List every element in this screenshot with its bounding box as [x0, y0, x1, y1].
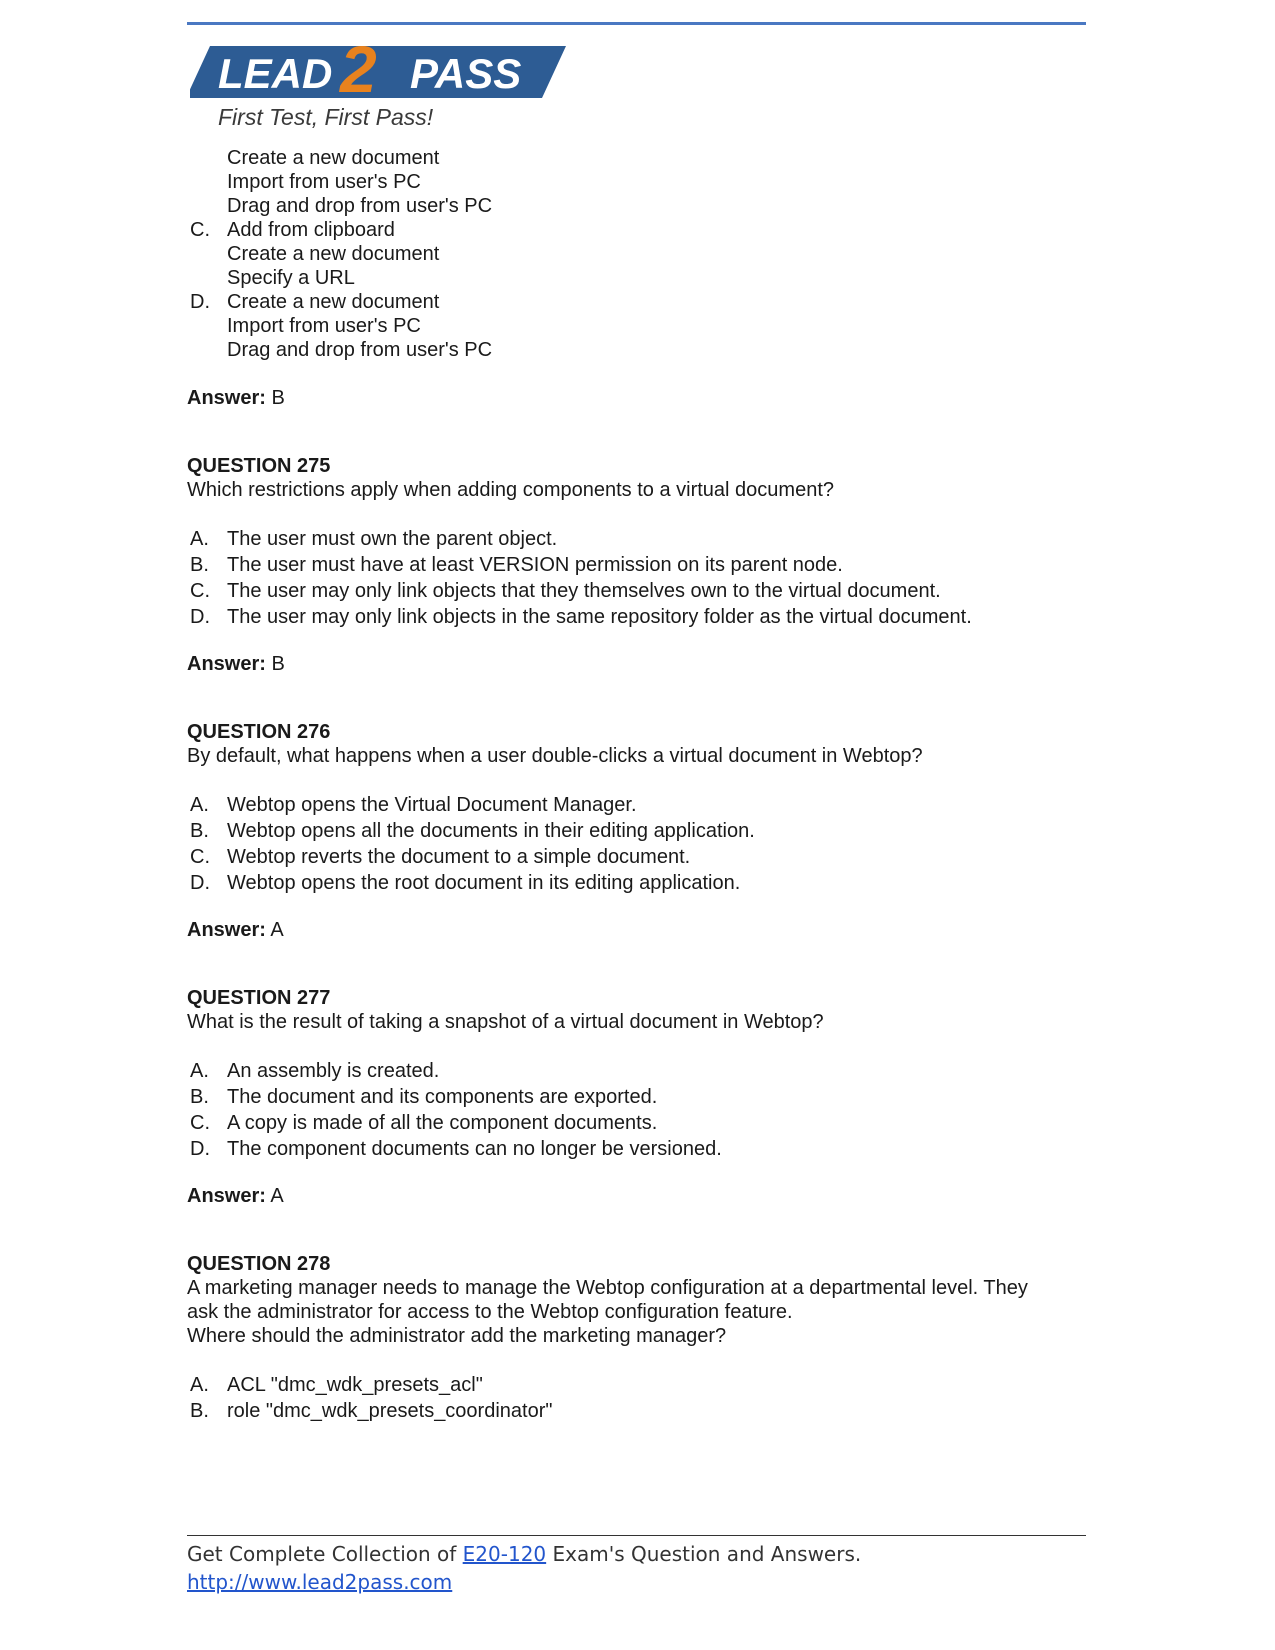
option-row	[187, 870, 1087, 896]
option-text: Import from user's PC	[227, 171, 421, 193]
answer-value: A	[270, 1185, 284, 1207]
footer-rule	[187, 1535, 1086, 1536]
option-letter: C.	[190, 580, 210, 602]
option-letter: D.	[190, 606, 210, 628]
option-text: Webtop opens all the documents in their editing application.	[227, 820, 755, 842]
answer-value: B	[271, 653, 285, 675]
question-block	[187, 720, 1087, 942]
option-letter: B.	[190, 1400, 209, 1422]
option-text: Create a new document	[227, 147, 440, 169]
option-text: The component documents can no longer be versioned.	[227, 1138, 722, 1160]
option-text: Add from clipboard	[227, 219, 395, 241]
option-row	[187, 792, 1087, 818]
question-text: Where should the administrator add the marketing manager?	[187, 1325, 727, 1347]
answer-label: Answer:	[187, 1185, 266, 1207]
continued-options	[187, 146, 1087, 362]
logo-word-right: PASS	[410, 50, 522, 97]
question-list	[187, 410, 1087, 1424]
option-row	[187, 242, 1087, 266]
option-text: Webtop opens the Virtual Document Manager.	[227, 794, 637, 816]
continued-answer	[187, 386, 1087, 410]
option-letter: B.	[190, 1086, 209, 1108]
option-text: The user must have at least VERSION permission on its parent node.	[227, 554, 843, 576]
header-rule	[187, 22, 1086, 25]
question-text: By default, what happens when a user double-clicks a virtual document in Webtop?	[187, 745, 923, 767]
answer-label: Answer:	[187, 387, 266, 409]
answer-line	[187, 652, 1087, 676]
question-text: A marketing manager needs to manage the Webtop configuration at a departmental level. They	[187, 1277, 1028, 1299]
option-letter: C.	[190, 846, 210, 868]
footer-line-2	[187, 1568, 861, 1596]
option-row	[187, 338, 1087, 362]
option-letter: B.	[190, 554, 209, 576]
option-row	[187, 604, 1087, 630]
question-block	[187, 1252, 1087, 1424]
option-text: Webtop reverts the document to a simple document.	[227, 846, 691, 868]
option-letter: D.	[190, 872, 210, 894]
logo-tagline: First Test, First Pass!	[218, 104, 434, 130]
lead2pass-logo	[190, 30, 590, 135]
option-letter: D.	[190, 291, 210, 313]
logo-digit: 2	[340, 32, 377, 105]
footer	[187, 1540, 861, 1596]
logo-word-left: LEAD	[218, 50, 333, 97]
question-title: QUESTION 277	[187, 987, 331, 1009]
footer-line-1	[187, 1540, 861, 1568]
option-row	[187, 266, 1087, 290]
option-letter: B.	[190, 820, 209, 842]
option-letter: A.	[190, 794, 209, 816]
option-text: An assembly is created.	[227, 1060, 440, 1082]
option-letter: C.	[190, 219, 210, 241]
option-text: A copy is made of all the component documents.	[227, 1112, 658, 1134]
option-row	[187, 844, 1087, 870]
option-text: Specify a URL	[227, 267, 355, 289]
option-text: Create a new document	[227, 291, 440, 313]
option-row	[187, 290, 1087, 314]
option-text: Import from user's PC	[227, 315, 421, 337]
question-block	[187, 454, 1087, 676]
exam-link[interactable]: E20-120	[462, 1542, 547, 1566]
footer-suffix: Exam's Question and Answers.	[546, 1542, 862, 1566]
option-text: Drag and drop from user's PC	[227, 195, 493, 217]
answer-line	[187, 1184, 1087, 1208]
answer-value: B	[271, 387, 285, 409]
question-title: QUESTION 278	[187, 1253, 331, 1275]
option-row	[187, 314, 1087, 338]
option-row	[187, 1084, 1087, 1110]
option-row	[187, 1058, 1087, 1084]
option-row	[187, 1110, 1087, 1136]
option-row	[187, 218, 1087, 242]
option-text: The user must own the parent object.	[227, 528, 558, 550]
question-block	[187, 986, 1087, 1208]
option-row	[187, 578, 1087, 604]
option-text: Drag and drop from user's PC	[227, 339, 493, 361]
option-letter: C.	[190, 1112, 210, 1134]
page-content	[187, 146, 1087, 1424]
question-text: What is the result of taking a snapshot of a virtual document in Webtop?	[187, 1011, 824, 1033]
answer-value: A	[270, 919, 284, 941]
question-text: ask the administrator for access to the Webtop configuration feature.	[187, 1301, 793, 1323]
logo-banner	[190, 30, 570, 105]
option-text: The user may only link objects that they themselves own to the virtual document.	[227, 580, 941, 602]
option-letter: A.	[190, 528, 209, 550]
option-letter: A.	[190, 1374, 209, 1396]
footer-prefix: Get Complete Collection of	[187, 1542, 463, 1566]
option-letter: A.	[190, 1060, 209, 1082]
option-row	[187, 1372, 1087, 1398]
option-row	[187, 170, 1087, 194]
option-row	[187, 194, 1087, 218]
question-text: Which restrictions apply when adding components to a virtual document?	[187, 479, 835, 501]
answer-label: Answer:	[187, 653, 266, 675]
option-text: Create a new document	[227, 243, 440, 265]
answer-line	[187, 918, 1087, 942]
question-title: QUESTION 276	[187, 721, 331, 743]
option-row	[187, 526, 1087, 552]
question-title: QUESTION 275	[187, 455, 331, 477]
option-text: The user may only link objects in the same repository folder as the virtual document.	[227, 606, 972, 628]
option-row	[187, 146, 1087, 170]
option-row	[187, 818, 1087, 844]
answer-label: Answer:	[187, 919, 266, 941]
option-text: The document and its components are exported.	[227, 1086, 658, 1108]
option-row	[187, 1136, 1087, 1162]
option-row	[187, 552, 1087, 578]
site-link[interactable]: http://www.lead2pass.com	[187, 1570, 453, 1594]
option-letter: D.	[190, 1138, 210, 1160]
option-text: ACL "dmc_wdk_presets_acl"	[227, 1374, 483, 1396]
option-text: Webtop opens the root document in its editing application.	[227, 872, 741, 894]
option-text: role "dmc_wdk_presets_coordinator"	[227, 1400, 553, 1422]
option-row	[187, 1398, 1087, 1424]
